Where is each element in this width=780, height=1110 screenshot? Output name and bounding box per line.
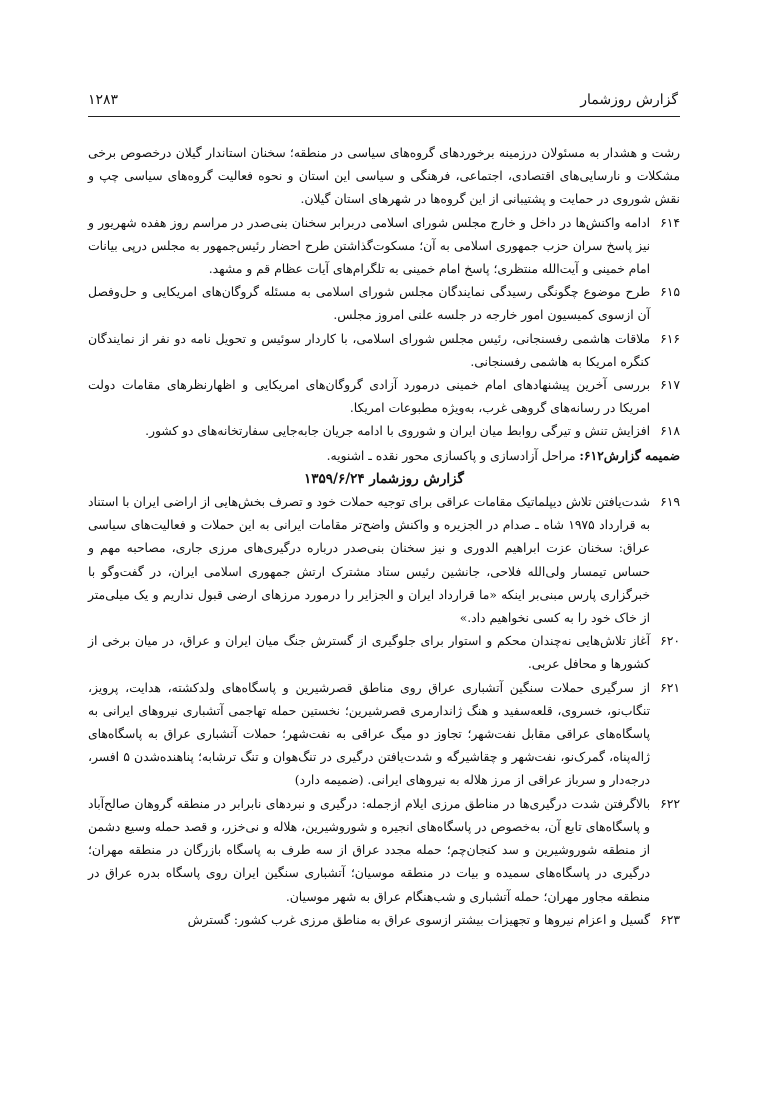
entry-text: آغاز تلاش‌هایی نه‌چندان محکم و استوار برای جلوگیری از گسترش جنگ میان ایران و عراق، در میان برخی از کشورها و محافل عربی. [88, 634, 650, 672]
page-header [88, 88, 678, 112]
entry-number: ۶۱۸ [660, 424, 680, 439]
entries-list-b [88, 491, 680, 932]
entry-text: بررسی آخرین پیشنهادهای امام خمینی درمورد آزادی گروگان‌های امریکایی و اظهارنظرهای مقامات دولت امریکا در رسانه‌های گروهی غرب، به‌ویژه مطبوعات امریکا. [88, 378, 650, 416]
entry-number: ۶۱۹ [660, 495, 680, 510]
entry-number: ۶۱۵ [660, 285, 680, 300]
entry-item [88, 281, 680, 327]
entry-item [88, 630, 680, 676]
entry-item [88, 491, 680, 630]
entry-item [88, 677, 680, 793]
entry-text: ملاقات هاشمی رفسنجانی، رئیس مجلس شورای اسلامی، با کاردار سوئیس و تحویل نامه دو نفر از نمایندگان کنگره امریکا به هاشمی رفسنجانی. [88, 331, 650, 369]
entry-number: ۶۲۳ [660, 912, 680, 927]
entry-number: ۶۱۶ [660, 331, 680, 346]
entry-text: ادامه واکنش‌ها در داخل و خارج مجلس شورای اسلامی دربرابر سخنان بنی‌صدر در مراسم روز هفده شهریور و نیز پاسخ سران حزب جمهوری اسلامی به آن؛ مسکوت‌گذاشتن طرح احضار رئیس‌جمهور به مجلس درپی بیانات امام خمینی و آیت‌الله منتظری؛ پاسخ امام خمینی به تلگرام‌های آیات عظام قم و مشهد. [88, 215, 650, 277]
entry-number: ۶۲۲ [660, 796, 680, 811]
entry-number: ۶۱۴ [660, 215, 680, 230]
appendix-line [88, 444, 680, 468]
entry-text: طرح موضوع چگونگی رسیدگی نمایندگان مجلس شورای اسلامی به مسئله گروگان‌های امریکایی و حل‌وفصل آن ازسوی کمیسیون امور خارجه در جلسه علنی امروز مجلس. [88, 285, 650, 323]
entries-list-a [88, 212, 680, 444]
entry-item [88, 793, 680, 909]
entry-text: افزایش تنش و تیرگی روابط میان ایران و شوروی با ادامه جریان جابه‌جایی سفارتخانه‌های دو کشور. [145, 424, 650, 439]
entry-number: ۶۲۰ [660, 634, 680, 649]
entry-text: از سرگیری حملات سنگین آتشباری عراق روی مناطق قصرشیرین و پاسگاه‌های ولدکشته، هدایت، پرویز، تنگاب‌نو، خسروی، قلعه‌سفید و هنگ ژاندارمری قصرشیرین؛ نخستین حمله تهاجمی آتشباری نیروهای ایرانی به پاسگاه‌های عراقی مقابل نفت‌شهر؛ تجاوز دو میگ عراقی به نفت‌شهر؛ حملات آتشباری عراق به پاسگاه‌های ژاله‌پناه، گمرک‌نو، نفت‌شهر و چقاشیرگه و شدت‌یافتن درگیری در تنگ‌هوان و تنگ ترشابه؛ پناهنده‌شدن ۵ افسر، درجه‌دار و سرباز عراقی از مرز هلاله به نیروهای ایرانی. (ضمیمه دارد) [88, 680, 650, 788]
entry-number: ۶۲۱ [660, 680, 680, 695]
page-body [88, 142, 680, 932]
entry-item [88, 420, 680, 443]
page-number: ۱۲۸۳ [88, 92, 119, 108]
entry-item [88, 212, 680, 282]
section-heading: گزارش روزشمار ۱۳۵۹/۶/۲۴ [304, 470, 464, 487]
running-title: گزارش روزشمار [580, 92, 678, 108]
header-rule [88, 116, 680, 117]
entry-text: بالاگرفتن شدت درگیری‌ها در مناطق مرزی ایلام ازجمله: درگیری و نبردهای نابرابر در منطقه گروهان صالح‌آباد و پاسگاه‌های تابع آن، به‌خصوص در پاسگاه‌های انجیره و شوروشیرین، هلاله و نی‌خزر، و قصد حمله وسیع دشمن از منطقه شوروشیرین و سد کنجان‌چم؛ حمله مجدد عراق از سه طرف به پاسگاه بازرگان در منطقه مهران؛ درگیری در پاسگاه‌های سمیده و بیات در منطقه موسیان؛ آتشباری سنگین ایران روی پاسگاه بدره عراق در منطقه مجاور مهران؛ حمله آتشباری و شب‌هنگام عراق به شهر موسیان. [88, 796, 650, 904]
entry-number: ۶۱۷ [660, 378, 680, 393]
intro-paragraph: رشت و هشدار به مسئولان درزمینه برخوردهای گروه‌های سیاسی در منطقه؛ سخنان استاندار گیلان درخصوص برخی مشکلات و نارسایی‌های اقتصادی، اجتماعی، فرهنگی و سیاسی این استان و نحوه فعالیت گروه‌های سیاسی چپ و نقش شوروی در حمایت و پشتیبانی از این گروه‌ها در شهرهای استان گیلان. [88, 146, 680, 207]
entry-text: شدت‌یافتن تلاش دیپلماتیک مقامات عراقی برای توجیه حملات خود و تصرف بخش‌هایی از اراضی ایران با استناد به قرارداد ۱۹۷۵ شاه ـ صدام در الجزیره و واکنش واضح‌تر مقامات ایرانی به این حملات و فعالیت‌های سیاسی عراق: سخنان عزت ابراهیم الدوری و نیز سخنان بنی‌صدر درباره درگیری‌های مرزی جاری، مصاحبه مهم و حساس تیمسار ولی‌الله فلاحی، جانشین رئیس ستاد مشترک ارتش جمهوری اسلامی ایران، در گفت‌وگو با خبرگزاری پارس مبنی‌بر اینکه «ما قرارداد ایران و الجزایر را درمورد مرزهای ارضی قبول نداریم و یک میلی‌متر از خاک خود را به کسی نخواهیم داد.» [88, 495, 650, 626]
entry-text: گسیل و اعزام نیروها و تجهیزات بیشتر ازسوی عراق به مناطق مرزی غرب کشور: گسترش [187, 912, 650, 927]
entry-item [88, 374, 680, 420]
entry-item [88, 909, 680, 932]
appendix-text: مراحل آزادسازی و پاکسازی محور نقده ـ اشنویه. [326, 448, 580, 463]
entry-item [88, 328, 680, 374]
appendix-label: ضمیمه گزارش۶۱۲: [579, 447, 680, 463]
